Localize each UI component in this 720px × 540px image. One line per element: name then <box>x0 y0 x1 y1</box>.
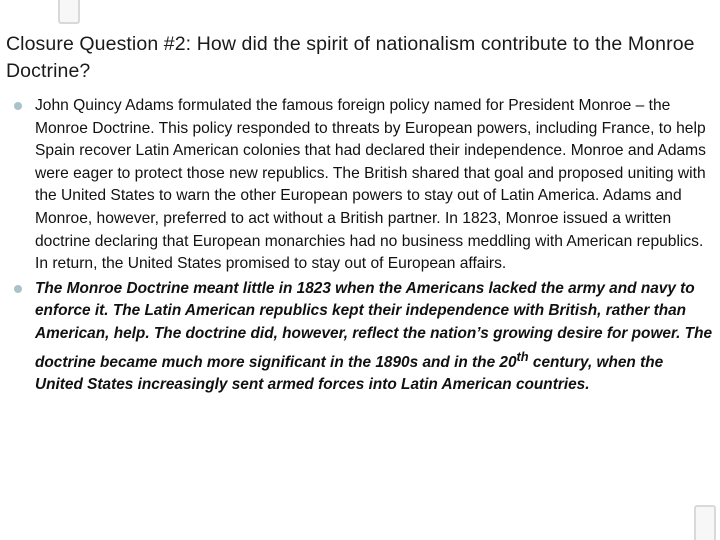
slide-frame-top-left <box>58 0 80 24</box>
slide-title: Closure Question #2: How did the spirit of nationalism contribute to the Monroe Doctrine? <box>6 33 695 82</box>
bullet-text-after: century, when the United States increasingly sent armed forces into Latin American countries. <box>35 353 664 394</box>
bullet-marker-icon <box>14 102 22 110</box>
bullet-marker-icon <box>14 285 22 293</box>
bullet-text-before: The Monroe Doctrine meant little in 1823 when the Americans lacked the army and navy to enforce it. The Latin American republics kept their independence with British, rather than American, help. The doctrine did, however, reflect the nation’s growing desire for power. The doctrine became much more significant in the 1890s and in the 20 <box>35 279 713 371</box>
bullet-list <box>14 95 714 397</box>
ordinal-superscript: th <box>516 348 529 364</box>
bullet-item-adams-doctrine <box>14 95 714 276</box>
slide-frame-bottom-right <box>694 505 716 540</box>
bullet-item-doctrine-significance <box>14 278 714 397</box>
bullet-text: John Quincy Adams formulated the famous foreign policy named for President Monroe – the Monroe Doctrine. This policy responded to threats by European powers, including France, to help Spain recover Latin American colonies that had declared their independence. Monroe and Adams were eager to protect those new republics. The British shared that goal and proposed uniting with the United States to warn the other European powers to stay out of Latin America. Adams and Monroe, however, preferred to act without a British partner. In 1823, Monroe issued a written doctrine declaring that European monarchies had no business meddling with American republics. In return, the United States promised to stay out of European affairs. <box>35 97 706 273</box>
